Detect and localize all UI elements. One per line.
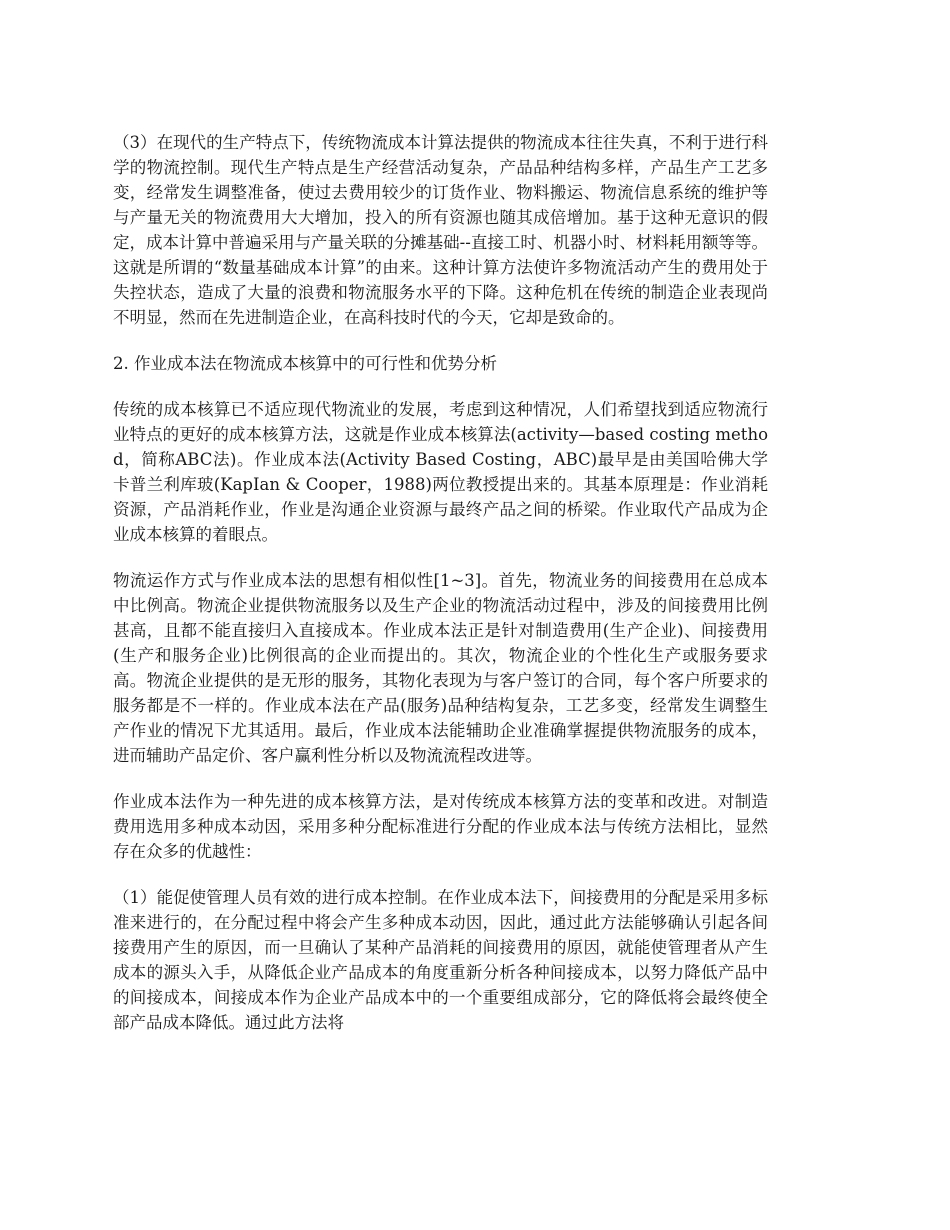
document-body	[113, 130, 768, 1056]
paragraph-cost-control-advantage: （1）能促使管理人员有效的进行成本控制。在作业成本法下，间接费用的分配是采用多标准来进行的，在分配过程中将会产生多种成本动因，因此，通过此方法能够确认引起各间接费用产生的原因，而一旦确认了某种产品消耗的间接费用的原因，就能使管理者从产生成本的源头入手，从降低企业产品成本的角度重新分析各种间接成本，以努力降低产品中的间接成本，间接成本作为企业产品成本中的一个重要组成部分，它的降低将会最终使全部产品成本降低。通过此方法将	[113, 888, 768, 1032]
paragraph-logistics-similarity: 物流运作方式与作业成本法的思想有相似性[1~3]。首先，物流业务的间接费用在总成本中比例高。物流企业提供物流服务以及生产企业的物流活动过程中，涉及的间接费用比例甚高，且都不能直接归入直接成本。作业成本法正是针对制造费用(生产企业)、间接费用(生产和服务企业)比例很高的企业而提出的。其次，物流企业的个性化生产或服务要求高。物流企业提供的是无形的服务，其物化表现为与客户签订的合同，每个客户所要求的服务都是不一样的。作业成本法在产品(服务)品种结构复杂，工艺多变，经常发生调整生产作业的情况下尤其适用。最后，作业成本法能辅助企业准确掌握提供物流服务的成本，进而辅助产品定价、客户赢利性分析以及物流流程改进等。	[113, 571, 768, 765]
section-heading-abc-feasibility: 2. 作业成本法在物流成本核算中的可行性和优势分析	[113, 354, 497, 373]
paragraph-abc-advantages-intro: 作业成本法作为一种先进的成本核算方法，是对传统成本核算方法的变革和改进。对制造费用选用多种成本动因，采用多种分配标准进行分配的作业成本法与传统方法相比，显然存在众多的优越性：	[113, 792, 768, 861]
paragraph-abc-definition: 传统的成本核算已不适应现代物流业的发展，考虑到这种情况，人们希望找到适应物流行业特点的更好的成本核算方法，这就是作业成本核算法(activity—based costing method，简称ABC法)。作业成本法(Activity Based Costing，ABC)最早是由美国哈佛大学卡普兰利库玻(KapIan & Cooper，1988)两位教授提出来的。其基本原理是：作业消耗资源，产品消耗作业，作业是沟通企业资源与最终产品之间的桥梁。作业取代产品成为企业成本核算的着眼点。	[113, 400, 768, 544]
paragraph-traditional-cost-distortion: （3）在现代的生产特点下，传统物流成本计算法提供的物流成本往往失真，不利于进行科学的物流控制。现代生产特点是生产经营活动复杂，产品品种结构多样，产品生产工艺多变，经常发生调整准备，使过去费用较少的订货作业、物料搬运、物流信息系统的维护等与产量无关的物流费用大大增加，投入的所有资源也随其成倍增加。基于这种无意识的假定，成本计算中普遍采用与产量关联的分摊基础--直接工时、机器小时、材料耗用额等等。这就是所谓的“数量基础成本计算”的由来。这种计算方法使许多物流活动产生的费用处于失控状态，造成了大量的浪费和物流服务水平的下降。这种危机在传统的制造企业表现尚不明显，然而在先进制造企业，在高科技时代的今天，它却是致命的。	[113, 133, 768, 327]
